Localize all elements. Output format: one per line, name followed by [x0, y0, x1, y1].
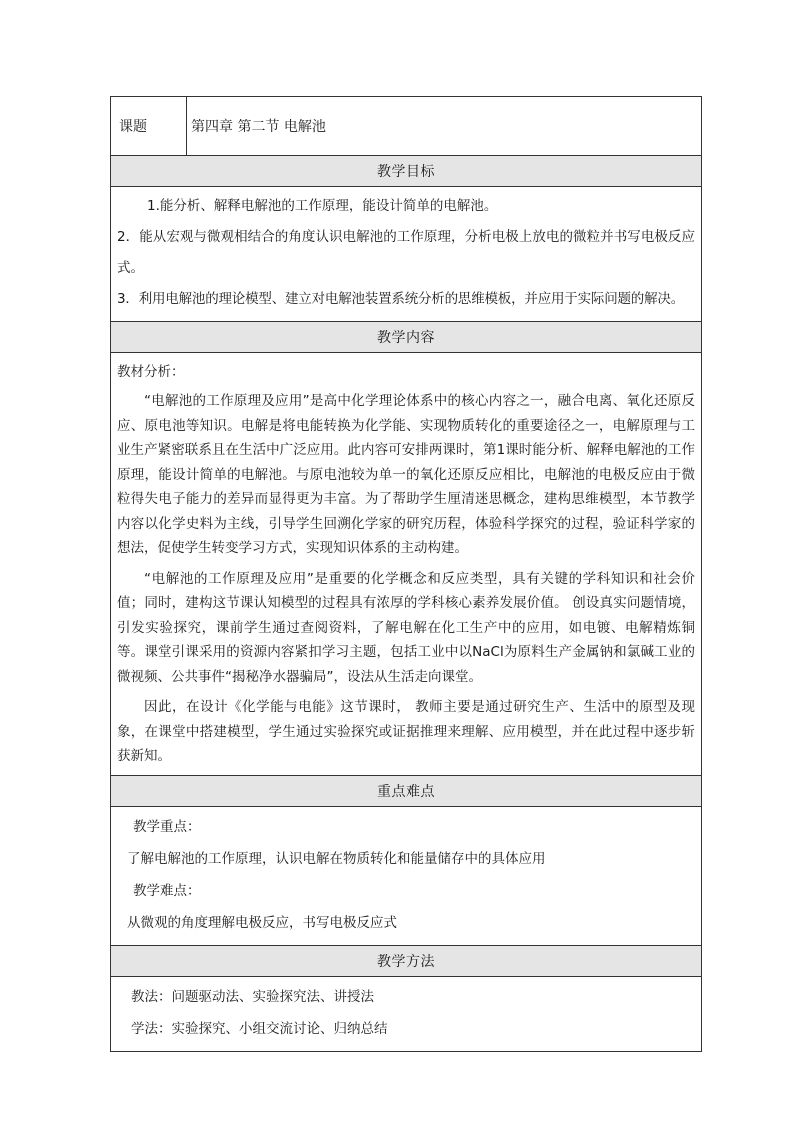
keypoints-row — [111, 806, 702, 945]
methods-row — [111, 976, 702, 1051]
methods-header: 教学方法 — [111, 945, 702, 976]
focus-text: 了解电解池的工作原理，认识电解在物质转化和能量储存中的具体应用 — [127, 850, 546, 867]
content-paragraph: 因此，在设计《化学能与电能》这节课时， 教师主要是通过研究生产、生活中的原型及现象，在课堂中搭建模型，学生通过实验探究或证据推理来理解、应用模型，并在此过程中逐步斩获新知。 — [117, 699, 695, 764]
content-lead: 教材分析： — [117, 364, 185, 380]
content-paragraph: “电解池的工作原理及应用”是高中化学理论体系中的核心内容之一，融合电离、氧化还原反应、原电池等知识。电解是将电能转换为化学能、实现物质转化的重要途径之一，电解原理与工业生产紧密联系且在生活中广泛应用。此内容可安排两课时，第1课时能分析、解释电解池的工作原理，能设计简单的电解池。与原电池较为单一的氧化还原反应相比，电解池的电极反应由于微粒得失电子能力的差异而显得更为丰富。为了帮助学生厘清迷思概念，建构思维模型，本节教学内容以化学史料为主线，引导学生回溯化学家的研究历程，体验科学探究的过程，验证科学家的想法，促使学生转变学习方式，实现知识体系的主动构建。 — [117, 393, 695, 556]
teaching-method: 教法：问题驱动法、实验探究法、讲授法 — [131, 988, 374, 1005]
objectives-header: 教学目标 — [111, 156, 702, 187]
difficulty-label: 教学难点： — [133, 882, 201, 899]
difficulty-text: 从微观的角度理解电极反应，书写电极反应式 — [127, 914, 397, 931]
keypoints-body — [111, 806, 702, 945]
objectives-row — [111, 187, 702, 322]
keypoints-header-row — [111, 775, 702, 806]
learning-method: 学法：实验探究、小组交流讨论、归纳总结 — [131, 1020, 388, 1037]
objective-item: 2．能从宏观与微观相结合的角度认识电解池的工作原理，分析电极上放电的微粒并书写电极反应式。 — [117, 229, 695, 276]
objective-item: 3．利用电解池的理论模型、建立对电解池装置系统分析的思维模板，并应用于实际问题的解决。 — [117, 291, 684, 307]
content-paragraph: “电解池的工作原理及应用”是重要的化学概念和反应类型，具有关键的学科知识和社会价值；同时，建构这节课认知模型的过程具有浓厚的学科核心素养发展价值。 创设真实问题情境，引发实验探究，课前学生通过查阅资料，了解电解在化工生产中的应用，如电镀、电解精炼铜等。课堂引课采用的资源内容紧扣学习主题，包括工业中以NaCl为原料生产金属钠和氯碱工业的微视频、公共事件“揭秘净水器骗局”，设法从生活走向课堂。 — [117, 570, 695, 685]
content-row — [111, 353, 702, 776]
content-header: 教学内容 — [111, 322, 702, 353]
focus-label: 教学重点： — [133, 818, 201, 835]
objectives-body — [111, 187, 702, 322]
subject-row — [111, 97, 702, 156]
subject-value: 第四章 第二节 电解池 — [187, 97, 702, 156]
lesson-plan-table — [110, 96, 702, 1052]
content-header-row — [111, 322, 702, 353]
methods-body — [111, 976, 702, 1051]
objectives-header-row — [111, 156, 702, 187]
lesson-plan — [110, 96, 702, 1052]
content-body — [111, 353, 702, 776]
methods-header-row — [111, 945, 702, 976]
keypoints-header: 重点难点 — [111, 775, 702, 806]
objective-item: 1.能分析、解释电解池的工作原理，能设计简单的电解池。 — [147, 198, 498, 214]
subject-label: 课题 — [111, 97, 187, 156]
